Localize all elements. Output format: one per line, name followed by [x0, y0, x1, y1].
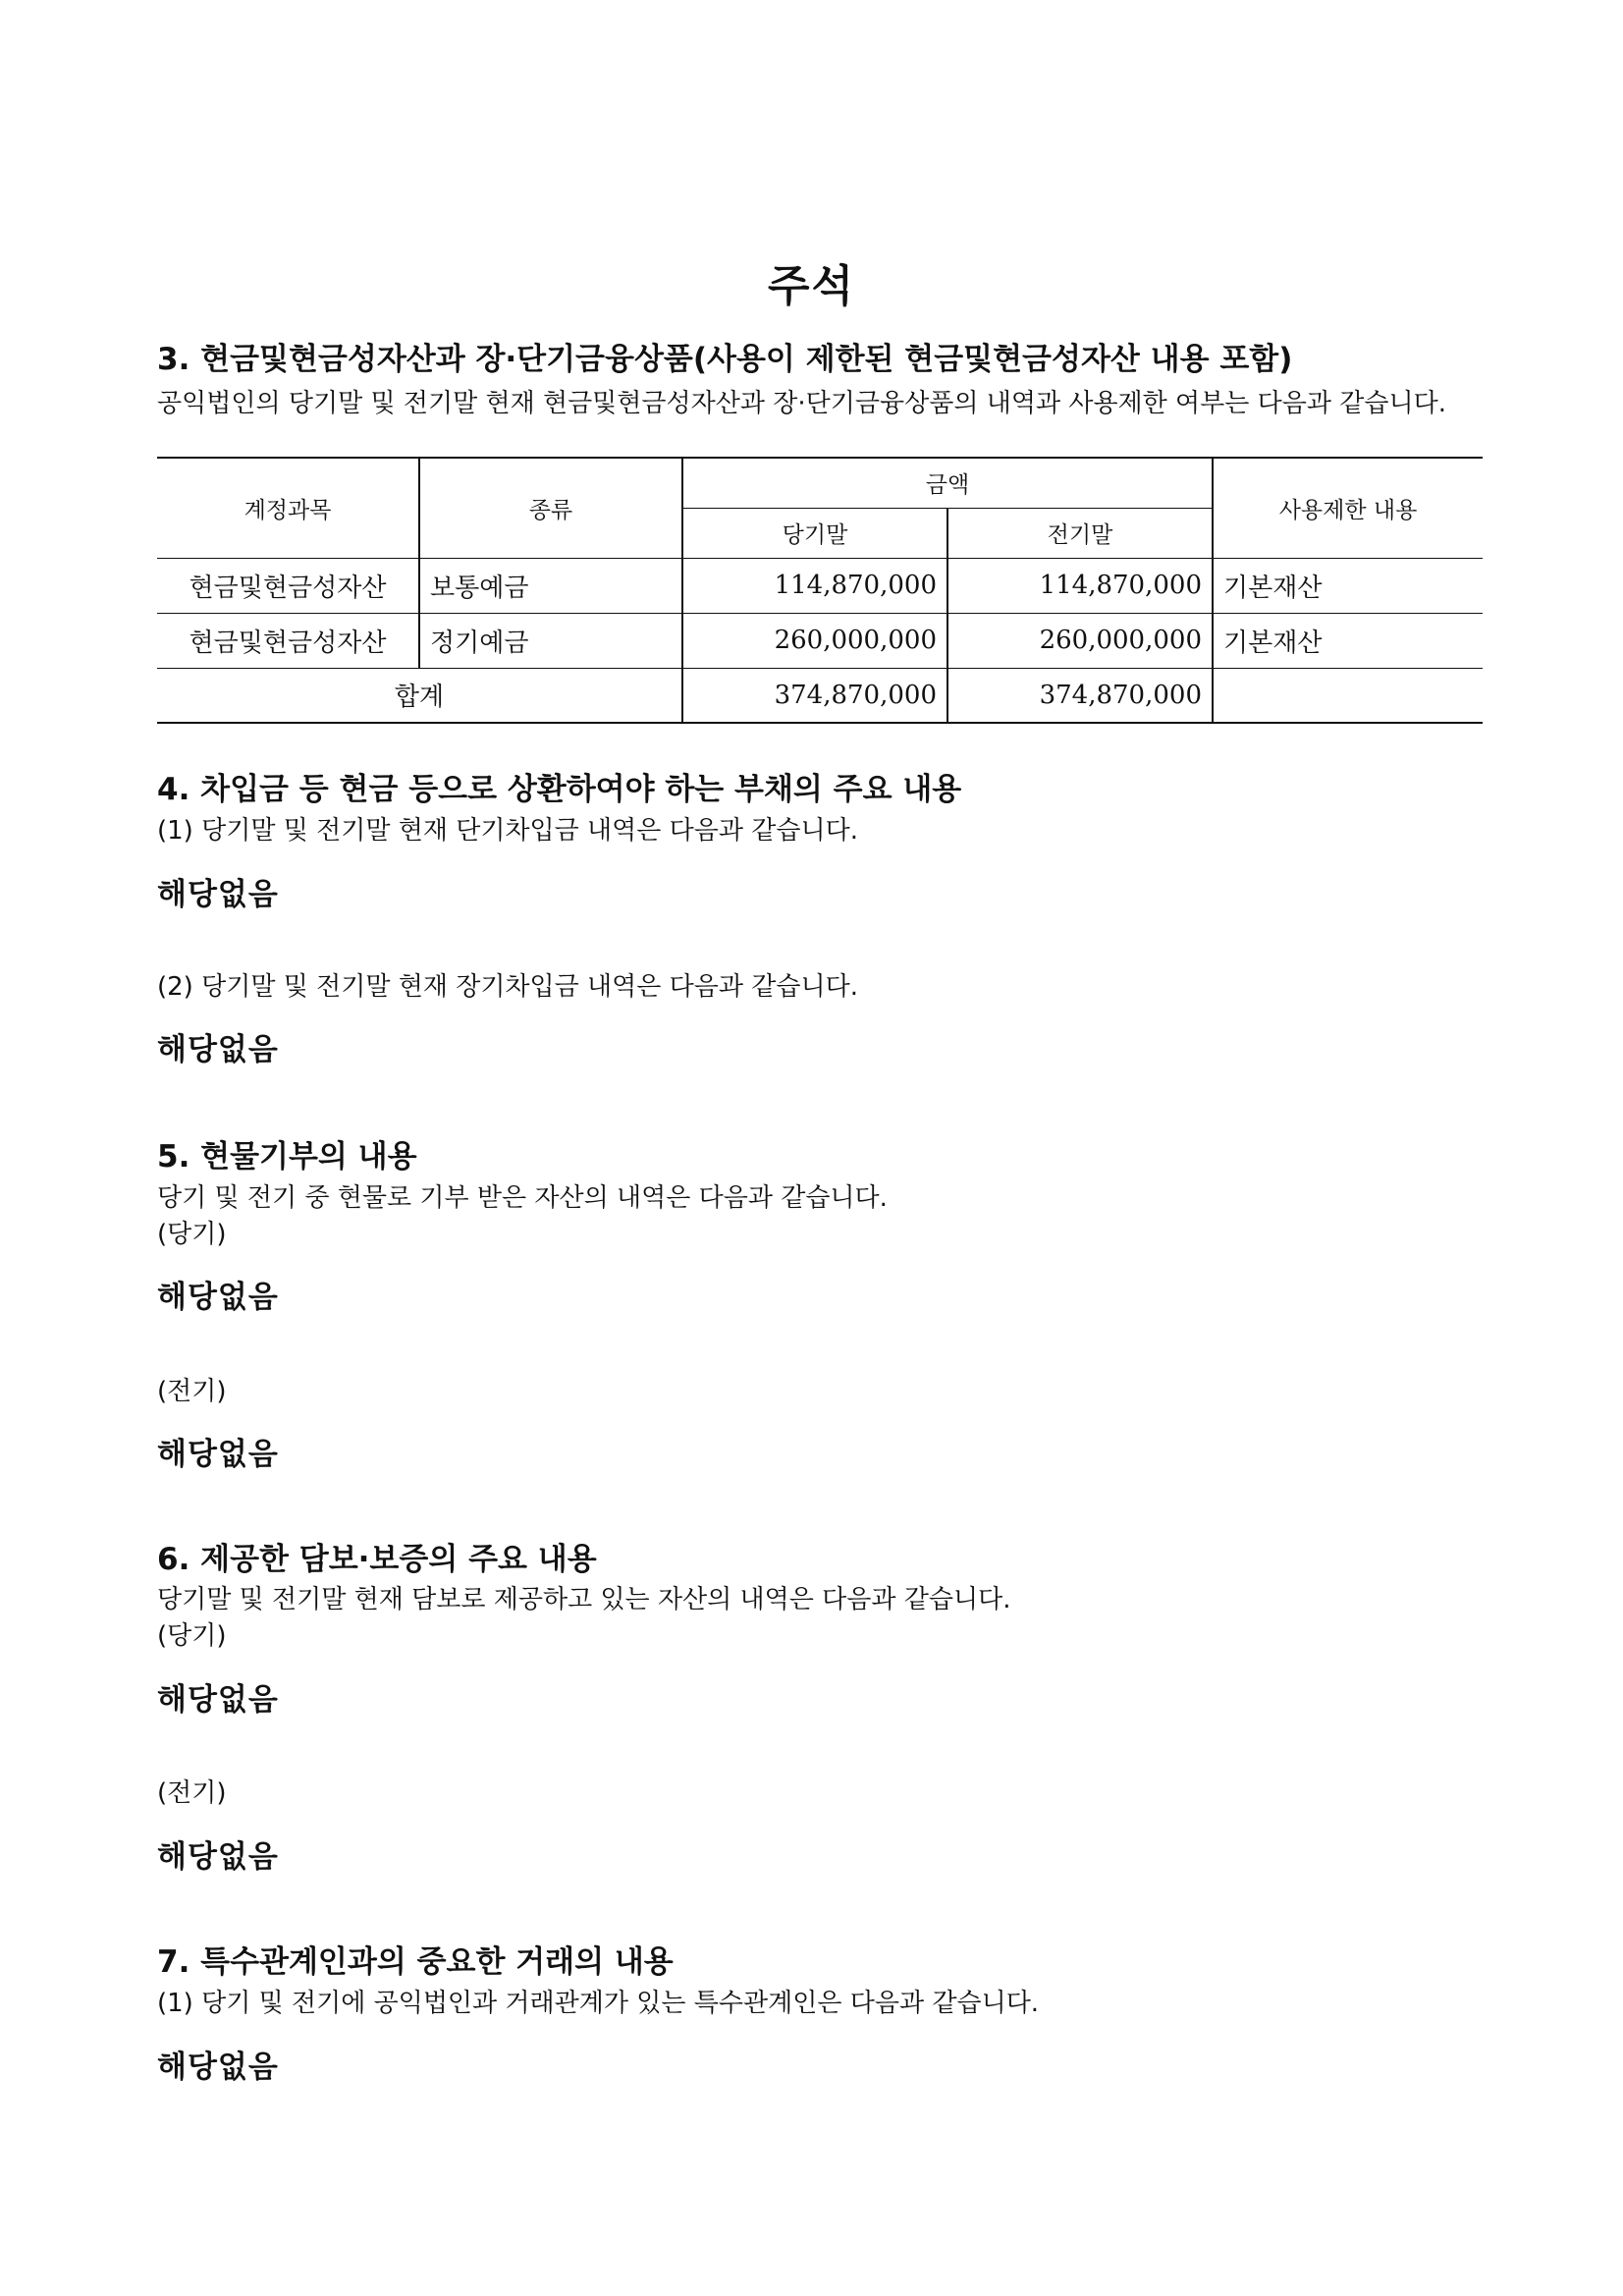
cell-prior: 260,000,000 [947, 613, 1213, 668]
current-period-label: (당기) [157, 1220, 227, 1249]
section-4-paragraph-1: (1) 당기말 및 전기말 현재 단기차입금 내역은 다음과 같습니다. [157, 816, 858, 846]
cell-current: 260,000,000 [682, 613, 947, 668]
section-3-heading: 3. 현금및현금성자산과 장·단기금융상품(사용이 제한된 현금및현금성자산 내용 포함) [157, 342, 1293, 377]
section-4-heading: 4. 차입금 등 현금 등으로 상환하여야 하는 부채의 주요 내용 [157, 772, 962, 807]
not-applicable-text: 해당없음 [157, 1032, 279, 1067]
current-period-label: (당기) [157, 1621, 227, 1651]
cell-type: 정기예금 [419, 613, 682, 668]
total-label: 합계 [157, 668, 682, 723]
cell-account: 현금및현금성자산 [157, 613, 419, 668]
header-restriction: 사용제한 내용 [1213, 458, 1483, 558]
section-4-paragraph-2: (2) 당기말 및 전기말 현재 장기차입금 내역은 다음과 같습니다. [157, 972, 858, 1002]
section-5-heading: 5. 현물기부의 내용 [157, 1139, 417, 1175]
not-applicable-text: 해당없음 [157, 1839, 279, 1875]
total-prior: 374,870,000 [947, 668, 1213, 723]
cell-restriction: 기본재산 [1213, 613, 1483, 668]
table-header-row [157, 458, 1483, 508]
cell-current: 114,870,000 [682, 558, 947, 613]
prior-period-label: (전기) [157, 1377, 227, 1406]
table-total-row [157, 668, 1483, 723]
not-applicable-text: 해당없음 [157, 877, 279, 912]
not-applicable-text: 해당없음 [157, 1682, 279, 1718]
section-7-heading: 7. 특수관계인과의 중요한 거래의 내용 [157, 1944, 674, 1980]
section-6-paragraph-1: 당기말 및 전기말 현재 담보로 제공하고 있는 자산의 내역은 다음과 같습니다. [157, 1585, 1011, 1614]
table-row [157, 613, 1483, 668]
not-applicable-text: 해당없음 [157, 1437, 279, 1472]
section-6-heading: 6. 제공한 담보·보증의 주요 내용 [157, 1542, 597, 1577]
header-account: 계정과목 [157, 458, 419, 558]
header-current: 당기말 [682, 508, 947, 558]
not-applicable-text: 해당없음 [157, 2050, 279, 2085]
cell-account: 현금및현금성자산 [157, 558, 419, 613]
total-restriction [1213, 668, 1483, 723]
header-amount: 금액 [682, 458, 1213, 508]
section-5-paragraph-1: 당기 및 전기 중 현물로 기부 받은 자산의 내역은 다음과 같습니다. [157, 1183, 888, 1213]
section-3-description: 공익법인의 당기말 및 전기말 현재 현금및현금성자산과 장·단기금융상품의 내역과 사용제한 여부는 다음과 같습니다. [157, 389, 1447, 418]
page-title: 주석 [767, 261, 855, 311]
not-applicable-text: 해당없음 [157, 1280, 279, 1315]
table-row [157, 558, 1483, 613]
section-7-paragraph-1: (1) 당기 및 전기에 공익법인과 거래관계가 있는 특수관계인은 다음과 같습니다. [157, 1989, 1040, 2018]
cell-type: 보통예금 [419, 558, 682, 613]
total-current: 374,870,000 [682, 668, 947, 723]
header-type: 종류 [419, 458, 682, 558]
prior-period-label: (전기) [157, 1778, 227, 1808]
cell-restriction: 기본재산 [1213, 558, 1483, 613]
header-prior: 전기말 [947, 508, 1213, 558]
cash-equivalents-table [157, 457, 1483, 724]
cell-prior: 114,870,000 [947, 558, 1213, 613]
